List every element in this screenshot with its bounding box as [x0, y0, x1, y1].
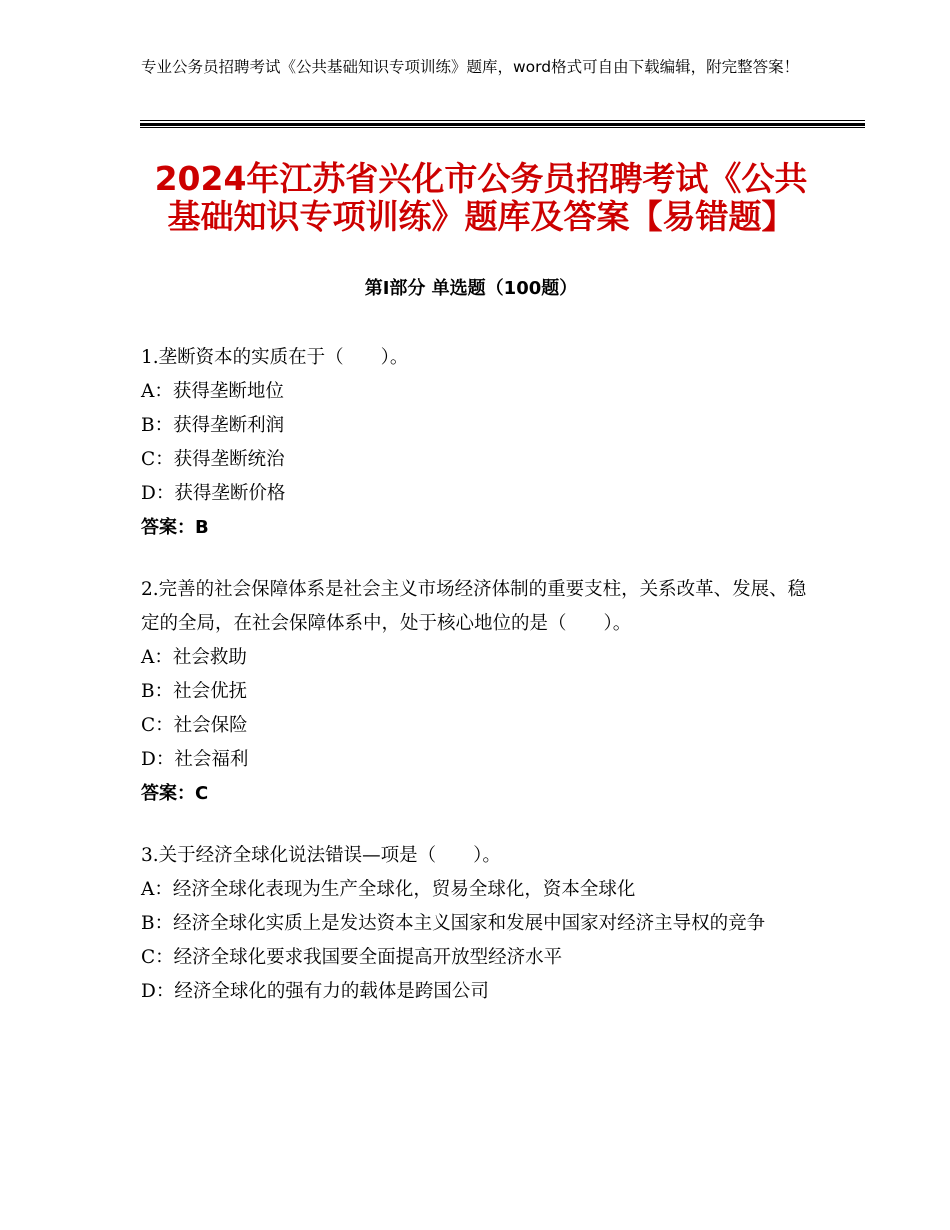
question-stem: 3.关于经济全球化说法错误—项是（ ）。	[141, 845, 501, 866]
option-d: D：经济全球化的强有力的载体是跨国公司	[141, 981, 489, 1002]
header-note: 专业公务员招聘考试《公共基础知识专项训练》题库，word格式可自由下载编辑，附完整答案！	[141, 58, 800, 76]
answer: 答案：B	[141, 517, 209, 538]
option-b: B：社会优抚	[141, 681, 248, 702]
option-c: C：获得垄断统治	[141, 449, 285, 470]
header-divider-bottom	[140, 127, 865, 128]
option-b: B：经济全球化实质上是发达资本主义国家和发展中国家对经济主导权的竞争	[141, 913, 766, 934]
question-1	[141, 341, 811, 545]
question-3	[141, 839, 811, 1009]
option-d: D：社会福利	[141, 749, 249, 770]
document-title: 2024年江苏省兴化市公务员招聘考试《公共基础知识专项训练》题库及答案【易错题】	[154, 159, 808, 236]
question-stem: 1.垄断资本的实质在于（ ）。	[141, 347, 409, 368]
option-c: C：经济全球化要求我国要全面提高开放型经济水平	[141, 947, 563, 968]
section-heading: 第Ⅰ部分 单选题（100题）	[364, 278, 578, 299]
option-c: C：社会保险	[141, 715, 248, 736]
option-a: A：获得垄断地位	[141, 381, 284, 402]
option-d: D：获得垄断价格	[141, 483, 286, 504]
question-2	[141, 573, 811, 811]
answer: 答案：C	[141, 783, 209, 804]
option-a: A：社会救助	[141, 647, 247, 668]
header-divider-top	[140, 120, 865, 121]
question-list	[141, 341, 811, 1037]
header-divider-middle	[140, 123, 865, 126]
option-a: A：经济全球化表现为生产全球化，贸易全球化，资本全球化	[141, 879, 636, 900]
option-b: B：获得垄断利润	[141, 415, 285, 436]
question-stem: 2.完善的社会保障体系是社会主义市场经济体制的重要支柱，关系改革、发展、稳定的全局，在社会保障体系中，处于核心地位的是（ ）。	[141, 579, 807, 634]
